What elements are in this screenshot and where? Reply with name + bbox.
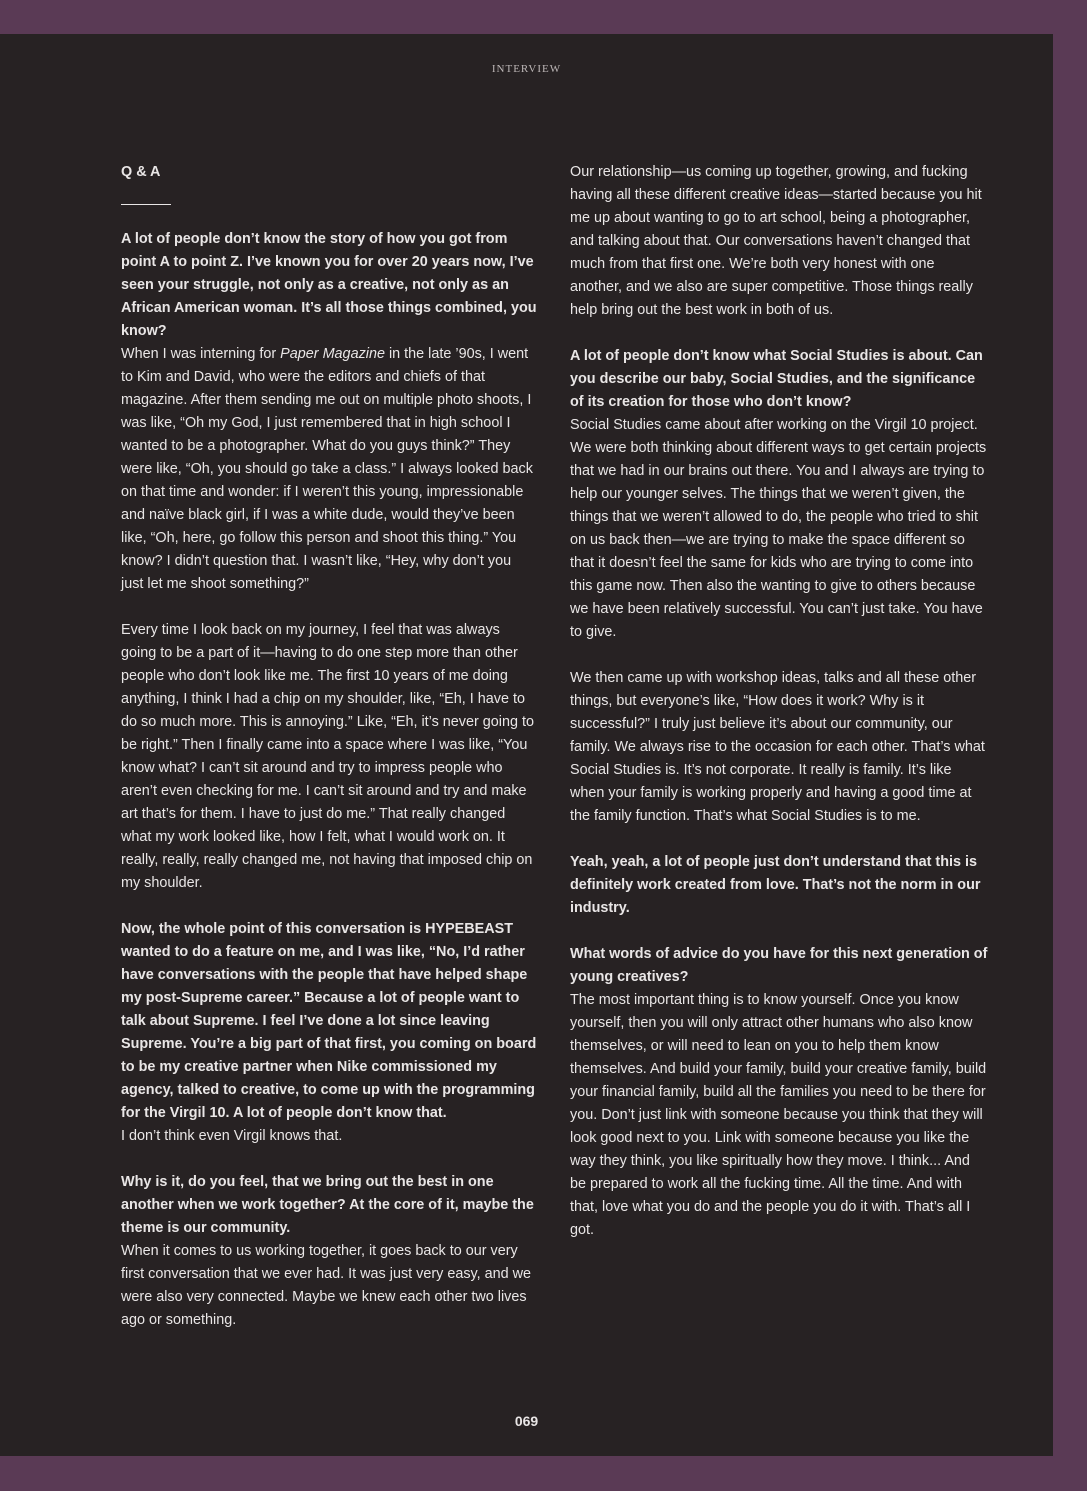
question-3: Why is it, do you feel, that we bring out the best in one another when we work together? At the core of it, maybe the theme is our community.: [121, 1174, 534, 1236]
answer-1-continued: Every time I look back on my journey, I feel that was always going to be a part of it—having to do one step more than other people who don’t look like me. The first 10 years of me doing anything, I think I had a chip on my shoulder, like, “Eh, I have to do so much more. This is annoying.” Like, “Eh, it’s never going to be right.” Then I finally came into a space where I was like, “You know what? I can’t sit around and try to impress people who aren’t even checking for me. I can’t sit around and try and make art that’s for them. I have to just do me.” That really changed what my work looked like, how I felt, what I would work on. It really, really, really changed me, not having that imposed chip on my shoulder.: [121, 622, 535, 891]
answer-4: Social Studies came about after working on the Virgil 10 project. We were both thinking about different ways to get certain projects that we had in our brains out there. You and I always are trying to help our younger selves. The things that we weren’t given, the things that we weren’t allowed to do, the people who tried to shit on us back then—we are trying to make the space different so that it doesn’t feel the same for kids who are trying to come into this game now. Then also the wanting to give to others because we have been relatively successful. You can’t just take. You have to give.: [570, 417, 987, 640]
heading-rule: [121, 204, 171, 205]
answer-6: The most important thing is to know yourself. Once you know yourself, then you will only attract other humans who also know themselves, or will need to lean on you to help them know themselves. And build your family, build your creative family, build your financial family, build all the families you need to be there for you. Don’t just link with someone because you think that they will look good next to you. Link with someone because you like the way they think, you like spiritually how they move. I think... And be prepared to work all the fucking time. All the time. And with that, love what you do and the people you do it with. That’s all I got.: [570, 992, 987, 1238]
answer-3-continued: Our relationship—us coming up together, growing, and fucking having all these different creative ideas—started because you hit me up about wanting to go to art school, being a photographer, and talking about that. Our conversations haven’t changed that much from that first one. We’re both very honest with one another, and we also are super competitive. Those things really help bring out the best work in both of us.: [570, 164, 982, 318]
magazine-page: [0, 34, 1053, 1456]
question-1: A lot of people don’t know the story of how you got from point A to point Z. I’ve known you for over 20 years now, I’ve seen your struggle, not only as a creative, not only as an African American woman. It’s all those things combined, you know?: [121, 231, 537, 339]
magazine-title: Paper Magazine: [280, 346, 385, 362]
answer-3: When it comes to us working together, it goes back to our very first conversation that we ever had. It was just very easy, and we were also very connected. Maybe we knew each other two lives ago or something.: [121, 1243, 532, 1328]
question-4: A lot of people don’t know what Social Studies is about. Can you describe our baby, Social Studies, and the significance of its creation for those who don’t know?: [570, 348, 983, 410]
section-label: INTERVIEW: [491, 63, 562, 75]
page-number: 069: [514, 1413, 539, 1429]
qa-heading: Q & A: [121, 164, 161, 180]
answer-1: [121, 343, 537, 596]
question-6: What words of advice do you have for this next generation of young creatives?: [570, 946, 988, 985]
answer-1-text-a: When I was interning for: [121, 346, 281, 362]
left-column: [121, 161, 537, 1332]
question-5: Yeah, yeah, a lot of people just don’t understand that this is definitely work created from love. That’s not the norm in our industry.: [570, 854, 981, 916]
question-2: Now, the whole point of this conversation is HYPEBEAST wanted to do a feature on me, and I was like, “No, I’d rather have conversations with the people that have helped shape my post-Supreme career.” Because a lot of people want to talk about Supreme. I feel I’ve done a lot since leaving Supreme. You’re a big part of that first, you coming on board to be my creative partner when Nike commissioned my agency, talked to creative, to come up with the programming for the Virgil 10. A lot of people don’t know that.: [121, 921, 537, 1121]
answer-4-continued: We then came up with workshop ideas, talks and all these other things, but everyone’s like, “How does it work? Why is it successful?” I truly just believe it’s about our community, our family. We always rise to the occasion for each other. That’s what Social Studies is. It’s not corporate. It really is family. It’s like when your family is working properly and having a good time at the family function. That’s what Social Studies is to me.: [570, 670, 985, 824]
right-column: [570, 161, 988, 1242]
answer-2: I don’t think even Virgil knows that.: [121, 1128, 343, 1144]
answer-1-text-b: in the late ’90s, I went to Kim and David, who were the editors and chiefs of that magazine. After them sending me out on multiple photo shoots, I was like, “Oh my God, I just remembered that in high school I wanted to be a photographer. What do you guys think?” They were like, “Oh, you should go take a class.” I always looked back on that time and wonder: if I weren’t this young, impressionable and naïve black girl, if I was a white dude, would they’ve been like, “Oh, here, go follow this person and shoot this thing.” You know? I didn’t question that. I wasn’t like, “Hey, why don’t you just let me shoot something?”: [121, 346, 533, 592]
